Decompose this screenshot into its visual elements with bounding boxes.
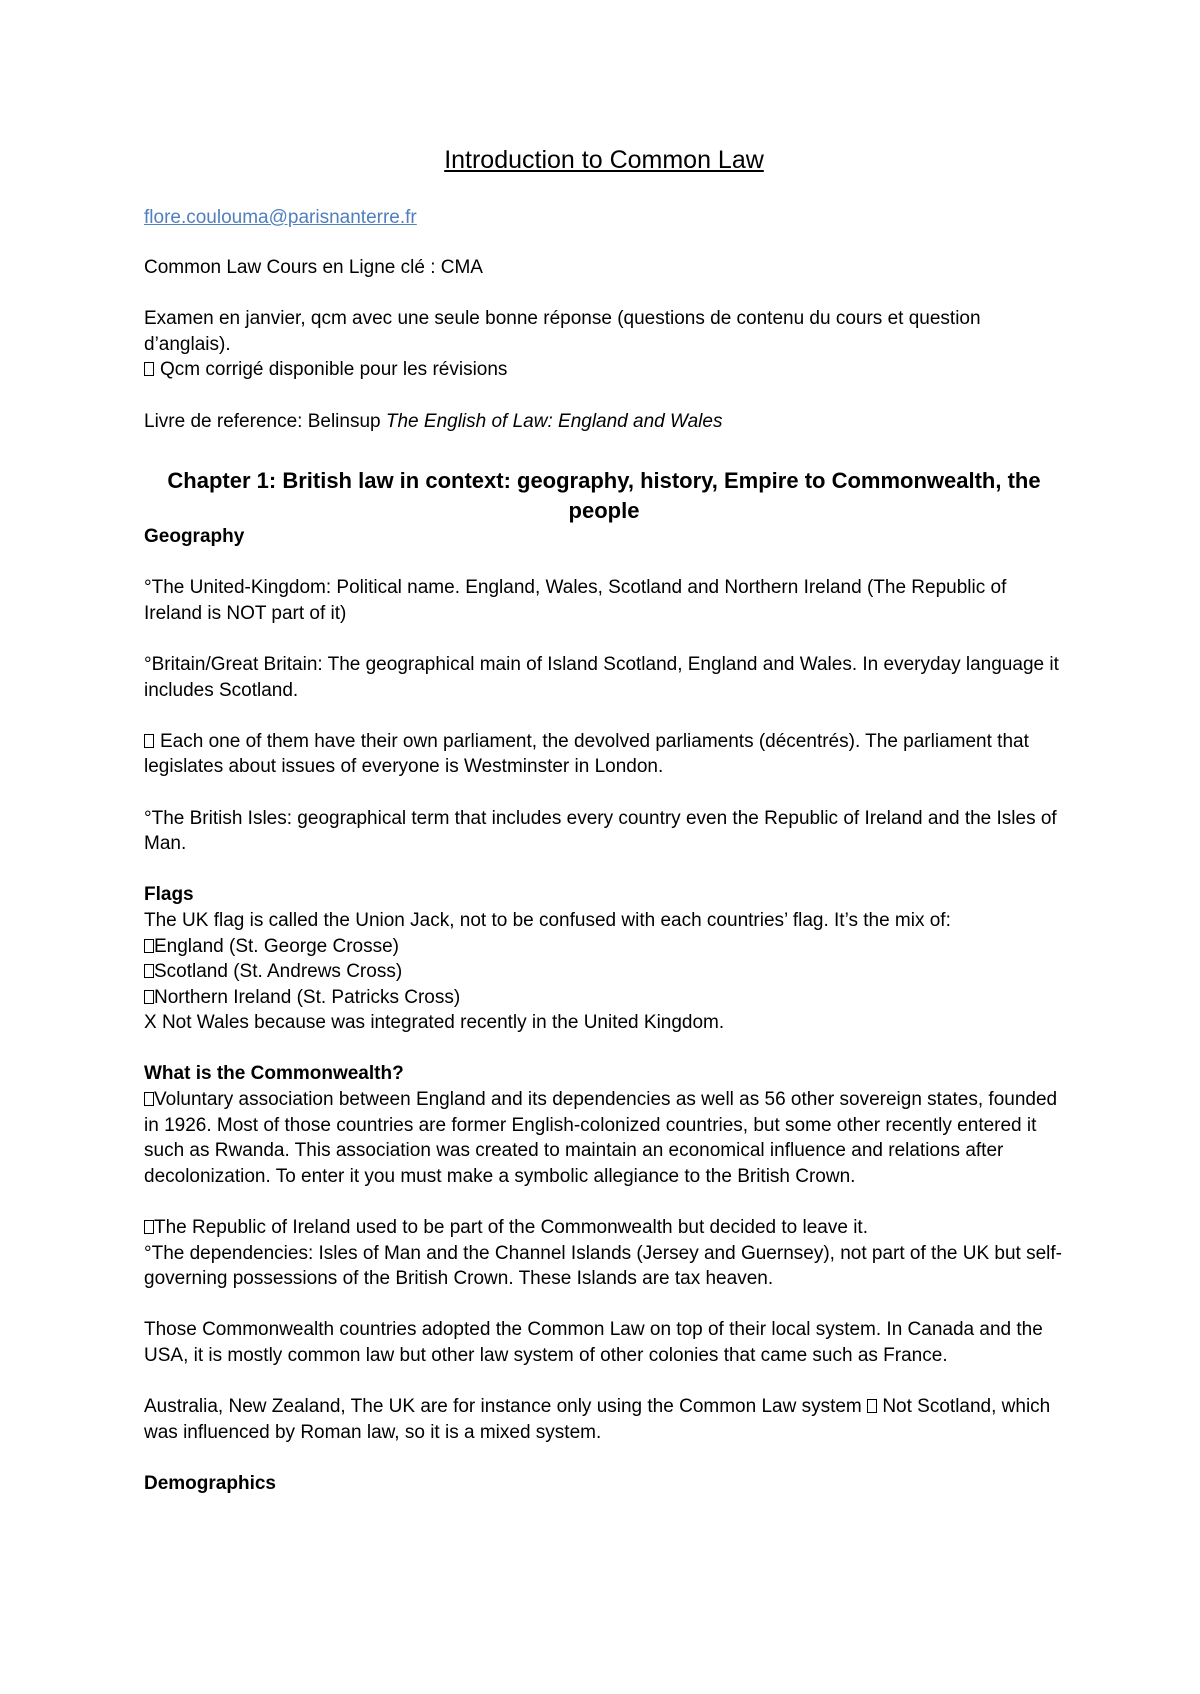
uk-paragraph: °The United-Kingdom: Political name. England, Wales, Scotland and Northern Ireland (The Republic of Ireland is NOT part of it): [144, 577, 1007, 624]
commonwealth-heading: What is the Commonwealth?: [144, 1063, 404, 1085]
bullet-box-icon: [144, 939, 154, 953]
document-page: [144, 0, 1064, 1694]
adopted-paragraph: Those Commonwealth countries adopted the Common Law on top of their local system. In Canada and the USA, it is mostly common law but other law system of other colonies that came such as France.: [144, 1319, 1043, 1366]
parliaments-paragraph: Each one of them have their own parliament, the devolved parliaments (décentrés). The parliament that legislates about issues of everyone is Westminster in London.: [144, 730, 1029, 778]
australia-paragraph: Australia, New Zealand, The UK are for instance only using the Common Law system Not Scotland, which was influenced by Roman law, so it is a mixed system.: [144, 1396, 1051, 1443]
qcm-line: Qcm corrigé disponible pour les révisions: [144, 357, 1064, 383]
bullet-box-icon: [144, 734, 154, 748]
geography-section: [144, 524, 1064, 1497]
bullet-box-icon: [144, 1092, 154, 1106]
dependencies-paragraph: °The dependencies: Isles of Man and the Channel Islands (Jersey and Guernsey), not part of the UK but self-governing possessions of the British Crown. These Islands are tax heaven.: [144, 1242, 1063, 1290]
document-title: Introduction to Common Law: [444, 146, 764, 174]
bullet-box-icon: [144, 362, 154, 376]
chapter-title: Chapter 1: British law in context: geography, history, Empire to Commonwealth, the people: [167, 468, 1041, 523]
email-link[interactable]: flore.coulouma@parisnanterre.fr: [144, 207, 417, 228]
cours-line: Common Law Cours en Ligne clé : CMA: [144, 257, 483, 278]
ireland-paragraph: The Republic of Ireland used to be part of the Commonwealth but decided to leave it.: [144, 1215, 1064, 1241]
flags-intro: The UK flag is called the Union Jack, not to be confused with each countries’ flag. It’s the mix of:: [144, 909, 951, 931]
course-info: [144, 255, 1064, 434]
voluntary-paragraph: Voluntary association between England and its dependencies as well as 56 other sovereign states, founded in 1926. Most of those countries are former English-colonized countries, but some other recently entered it such as Rwanda. This association was created to maintain an economical influence and relations after decolonization. To enter it you must make a symbolic allegiance to the British Crown.: [144, 1089, 1058, 1187]
bullet-box-icon: [144, 964, 154, 978]
flag-item-england: England (St. George Crosse): [144, 934, 1064, 960]
book-title: The English of Law: England and Wales: [385, 410, 723, 432]
britain-paragraph: °Britain/Great Britain: The geographical main of Island Scotland, England and Wales. In everyday language it includes Scotland.: [144, 653, 1059, 701]
chapter-block: [144, 466, 1064, 526]
geography-heading: Geography: [144, 526, 245, 547]
not-wales-line: X Not Wales because was integrated recently in the United Kingdom.: [144, 1012, 725, 1034]
demographics-heading: Demographics: [144, 1472, 276, 1494]
livre-line: Livre de reference: Belinsup The English of Law: England and Wales: [144, 410, 723, 432]
bullet-box-icon: [867, 1399, 877, 1413]
isles-paragraph: °The British Isles: geographical term that includes every country even the Republic of Ireland and the Isles of Man.: [144, 807, 1057, 855]
flag-item-scotland: Scotland (St. Andrews Cross): [144, 959, 1064, 985]
bullet-box-icon: [144, 990, 154, 1004]
flag-item-northern-ireland: Northern Ireland (St. Patricks Cross): [144, 985, 1064, 1011]
flags-heading: Flags: [144, 884, 194, 906]
bullet-box-icon: [144, 1220, 154, 1234]
examen-line: Examen en janvier, qcm avec une seule bonne réponse (questions de contenu du cours et question d’anglais).: [144, 308, 981, 355]
